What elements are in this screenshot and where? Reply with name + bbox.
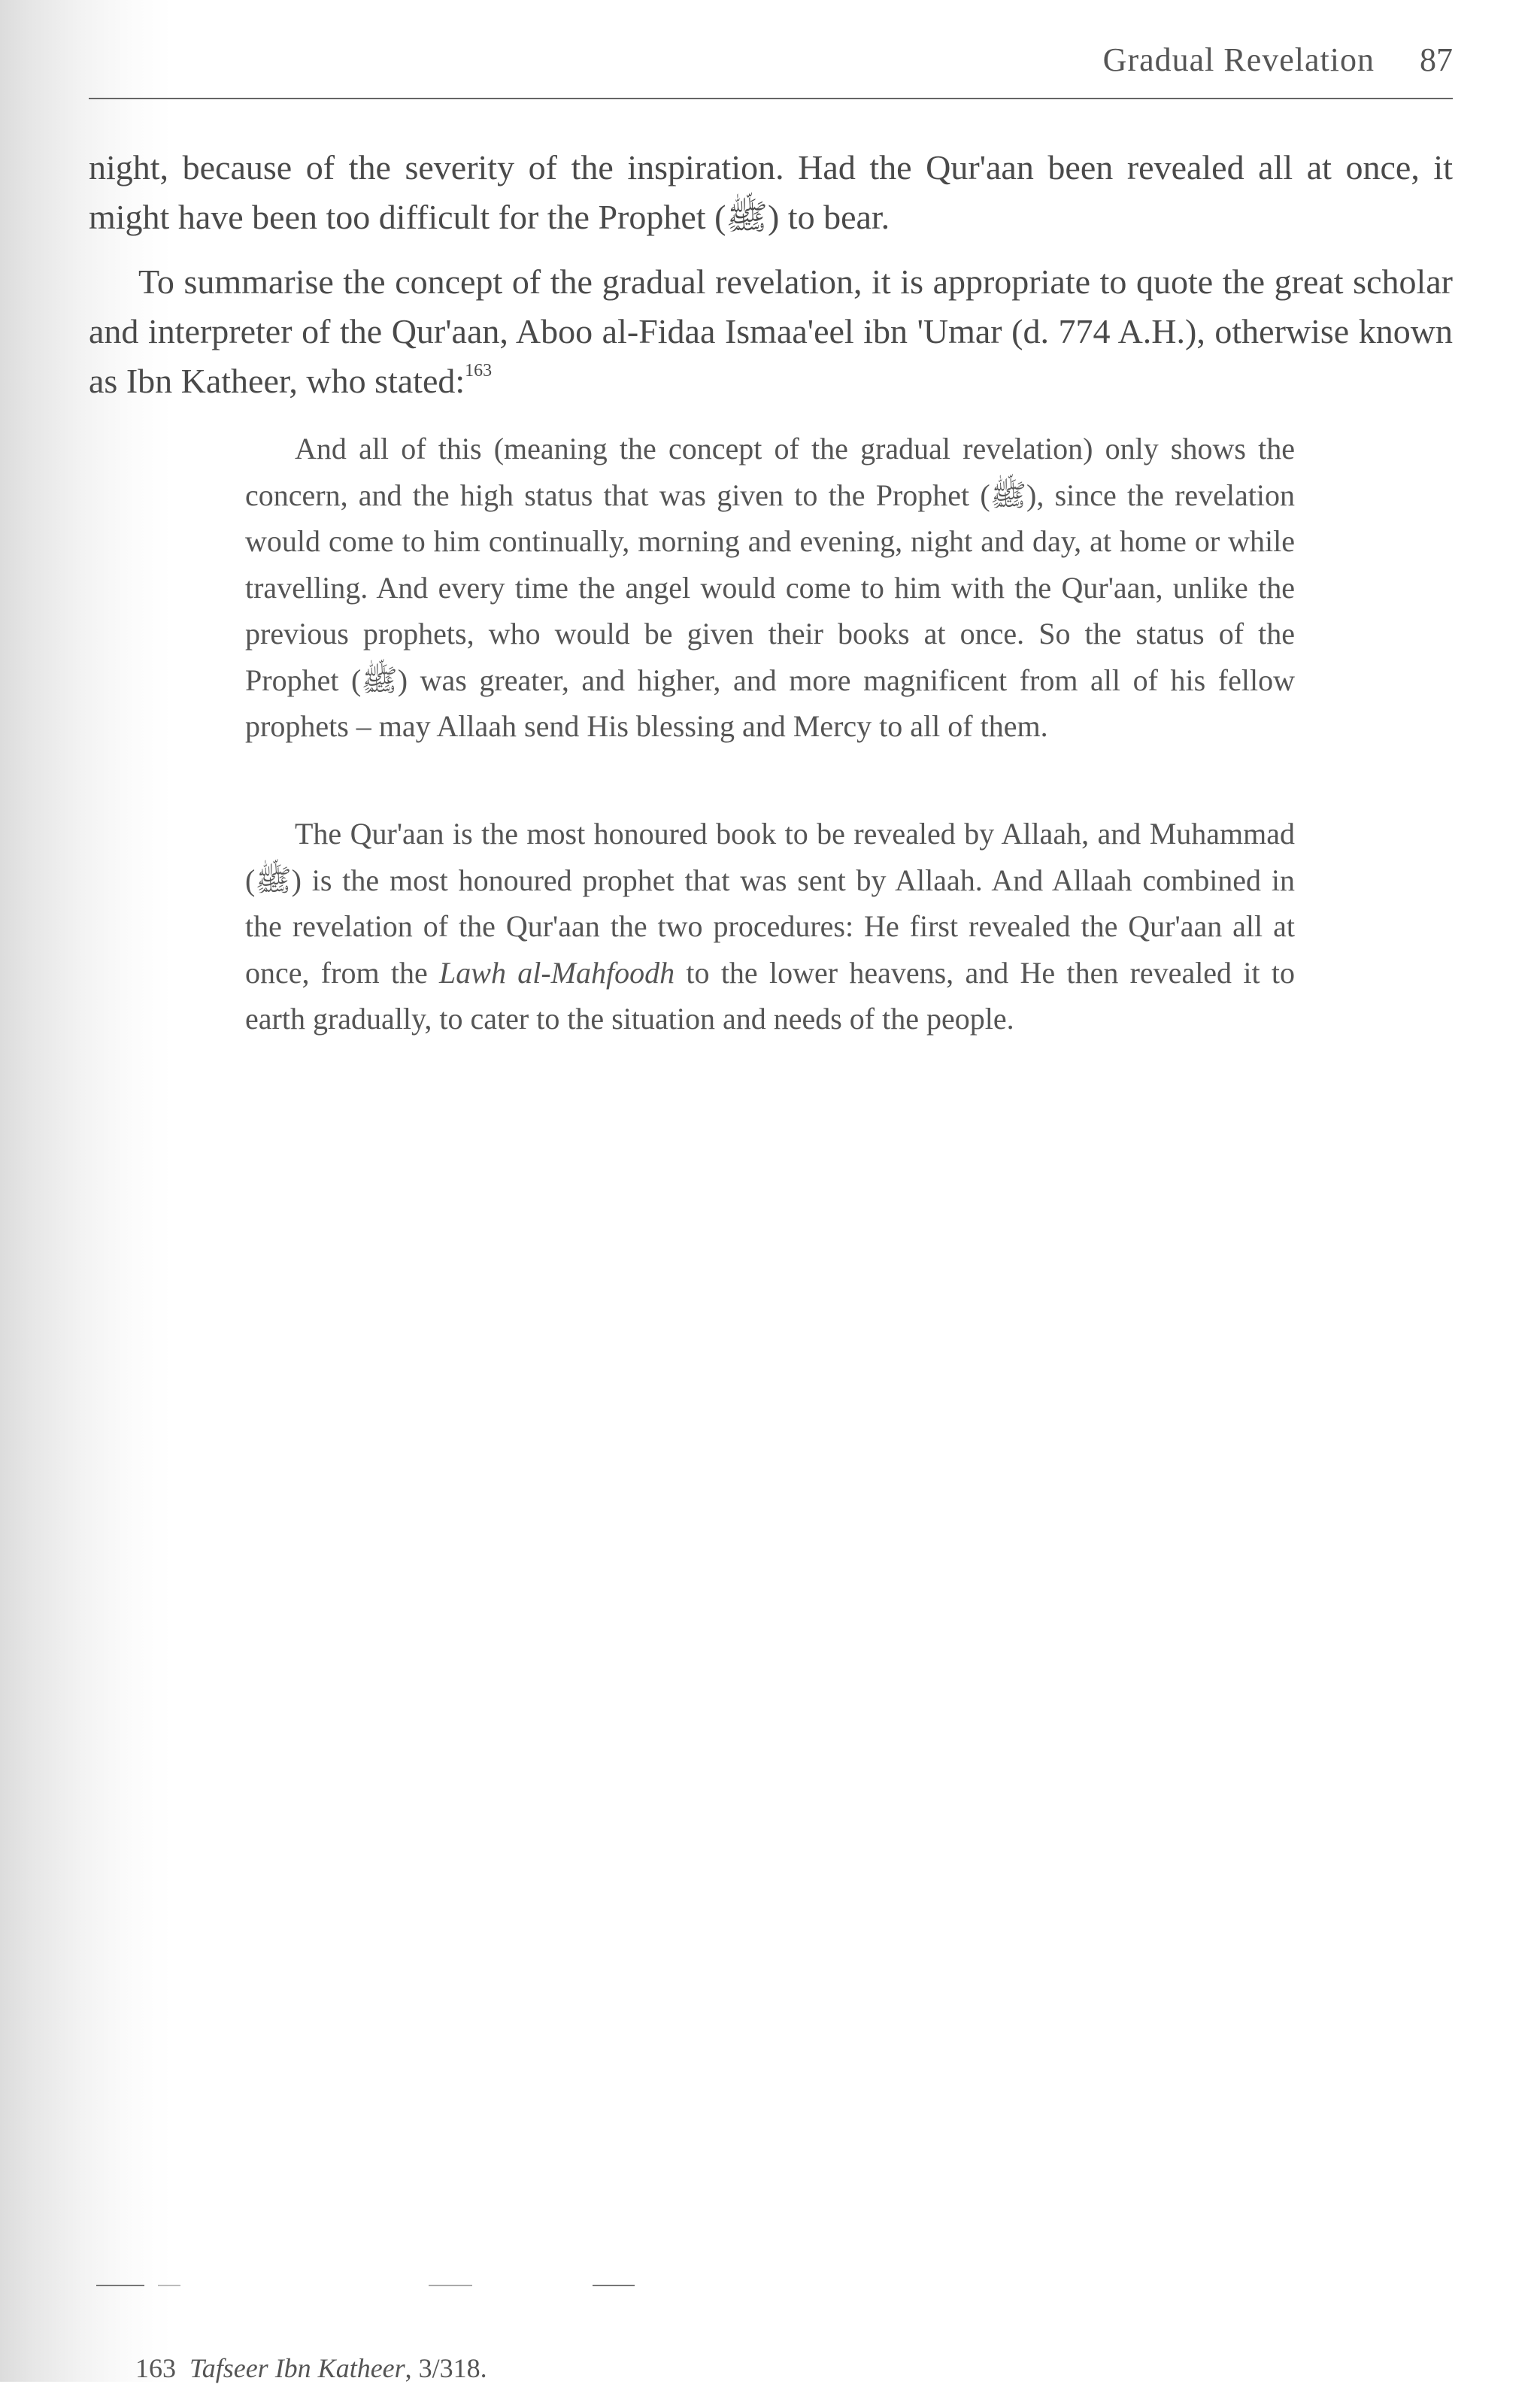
chapter-title: Gradual Revelation [1102,41,1375,78]
body-paragraph-2-text: To summarise the concept of the gradual revelation, it is appropriate to quote the great scholar and interpreter of the Qur'aan, Aboo al-Fidaa Ismaa'eel ibn 'Umar (d. 774 A.H.), otherwise known as Ibn Katheer, who stated: [89,262,1453,400]
footnote-separator-segment [96,2285,144,2286]
block-quote-paragraph-2-text-before: The Qur'aan is the most honoured book to be revealed by Allaah, and Muhammad (ﷺ) is the most honoured prophet that was sent by Allaah. And Allaah combined in the revelation of the Qur'aan the two procedures: He first revealed the Qur'aan all at once, from the [245,817,1295,990]
footnote-number: 163 [135,2353,176,2383]
page-number: 87 [1420,41,1453,78]
block-quote-paragraph-2 [245,811,1295,1042]
footnote-separator-segment [158,2285,180,2286]
footnote-source-ref: , 3/318. [405,2353,487,2383]
block-quote-paragraph-2-text-after: to the lower heavens, and He then revealed it to earth gradually, to cater to the situation and needs of the people. [245,955,1295,1036]
arabic-term: Lawh al-Mahfoodh [439,955,675,990]
footnote-reference[interactable]: 163 [465,361,493,381]
footnote-separator-segment [593,2285,635,2286]
footnote-source-title: Tafseer Ibn Katheer [189,2353,405,2383]
body-paragraph-1: night, because of the severity of the inspiration. Had the Qur'aan been revealed all at once, it might have been too difficult for the Prophet (ﷺ) to bear. [89,148,1453,236]
footnote-separator-segment [429,2285,472,2286]
block-quote-paragraph-1 [245,426,1295,750]
body-paragraph-2 [89,257,1453,406]
running-header [89,41,1453,99]
block-quote-paragraph-1-text: And all of this (meaning the concept of the gradual revelation) only shows the concern, and the high status that was given to the Prophet (ﷺ), since the revelation would come to him continually, morning and evening, night and day, at home or while travelling. And every time the angel would come to him with the Qur'aan, unlike the previous prophets, who would be given their books at once. So the status of the Prophet (ﷺ) was greater, and higher, and more magnificent from all of his fellow prophets – may Allaah send His blessing and Mercy to all of them. [245,432,1296,743]
footnote [135,2352,487,2384]
